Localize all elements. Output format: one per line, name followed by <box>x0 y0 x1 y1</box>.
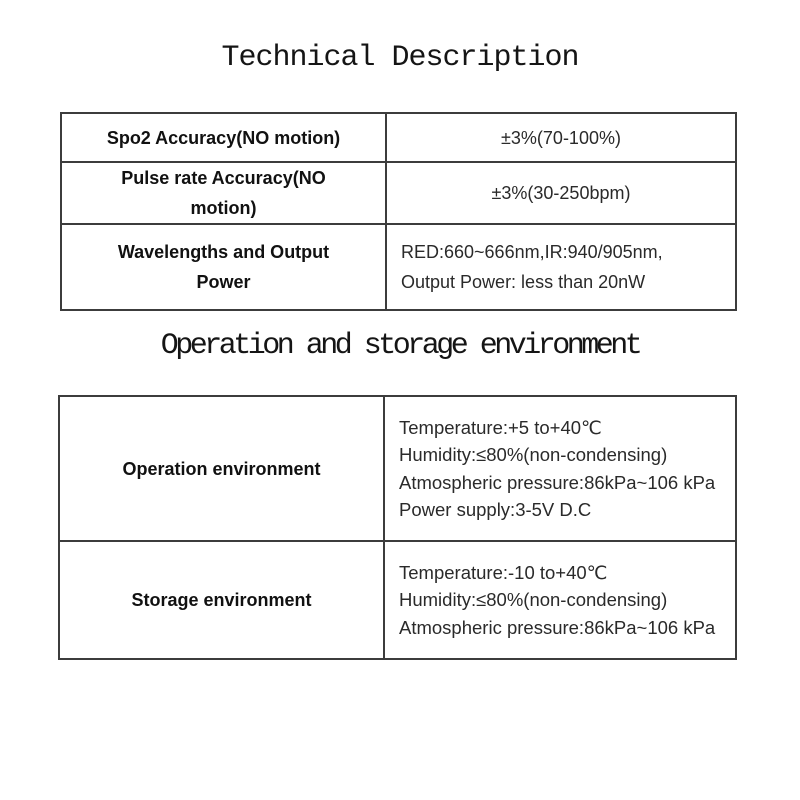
spec-value-text: Atmospheric pressure:86kPa~106 kPa <box>399 616 716 638</box>
spec-label-text: Storage environment <box>131 590 312 610</box>
table-row-storage-environment <box>59 541 736 659</box>
spec-value-text: Atmospheric pressure:86kPa~106 kPa <box>399 471 716 493</box>
spec-value-cell <box>386 224 736 310</box>
spec-label-text: Pulse rate Accuracy(NO <box>121 168 326 188</box>
spec-label-cell <box>61 224 386 310</box>
spec-value-cell <box>384 396 736 541</box>
spec-label-text: Spo2 Accuracy(NO motion) <box>106 127 341 148</box>
spec-value-cell <box>386 162 736 224</box>
spec-value-text: Output Power: less than 20nW <box>401 272 646 292</box>
spec-value-text: RED:660~666nm,IR:940/905nm, <box>401 242 663 262</box>
table-row-wavelengths-output-power <box>61 224 736 310</box>
spec-value-text: Humidity:≤80%(non-condensing) <box>399 444 668 465</box>
spec-label-text: Operation environment <box>122 458 321 479</box>
spec-value-text: ±3%(30-250bpm) <box>491 183 631 203</box>
spec-value-text: Temperature:+5 to+40℃ <box>399 416 602 438</box>
spec-label-cell <box>61 113 386 162</box>
spec-value-text: Temperature:-10 to+40℃ <box>399 561 608 583</box>
spec-value-cell <box>386 113 736 162</box>
spec-label-text: motion) <box>190 198 257 218</box>
spec-value-text: ±3%(70-100%) <box>501 127 621 148</box>
spec-label-cell <box>61 162 386 224</box>
spec-value-text: Power supply:3-5V D.C <box>399 499 592 520</box>
spec-label-cell <box>59 541 384 659</box>
table-row-pulse-rate-accuracy <box>61 162 736 224</box>
spec-label-text: Power <box>196 272 251 292</box>
spec-label-text: Wavelengths and Output <box>117 242 330 262</box>
section-title-technical-description: Technical Description <box>221 41 579 75</box>
table-row-spo2-accuracy <box>61 113 736 162</box>
table-row-operation-environment <box>59 396 736 541</box>
spec-value-cell <box>384 541 736 659</box>
section-title-operation-storage-environment: Operation and storage environment <box>160 329 640 363</box>
environment-table <box>58 395 737 660</box>
spec-label-cell <box>59 396 384 541</box>
spec-value-text: Humidity:≤80%(non-condensing) <box>399 589 668 611</box>
technical-description-table <box>60 112 737 311</box>
